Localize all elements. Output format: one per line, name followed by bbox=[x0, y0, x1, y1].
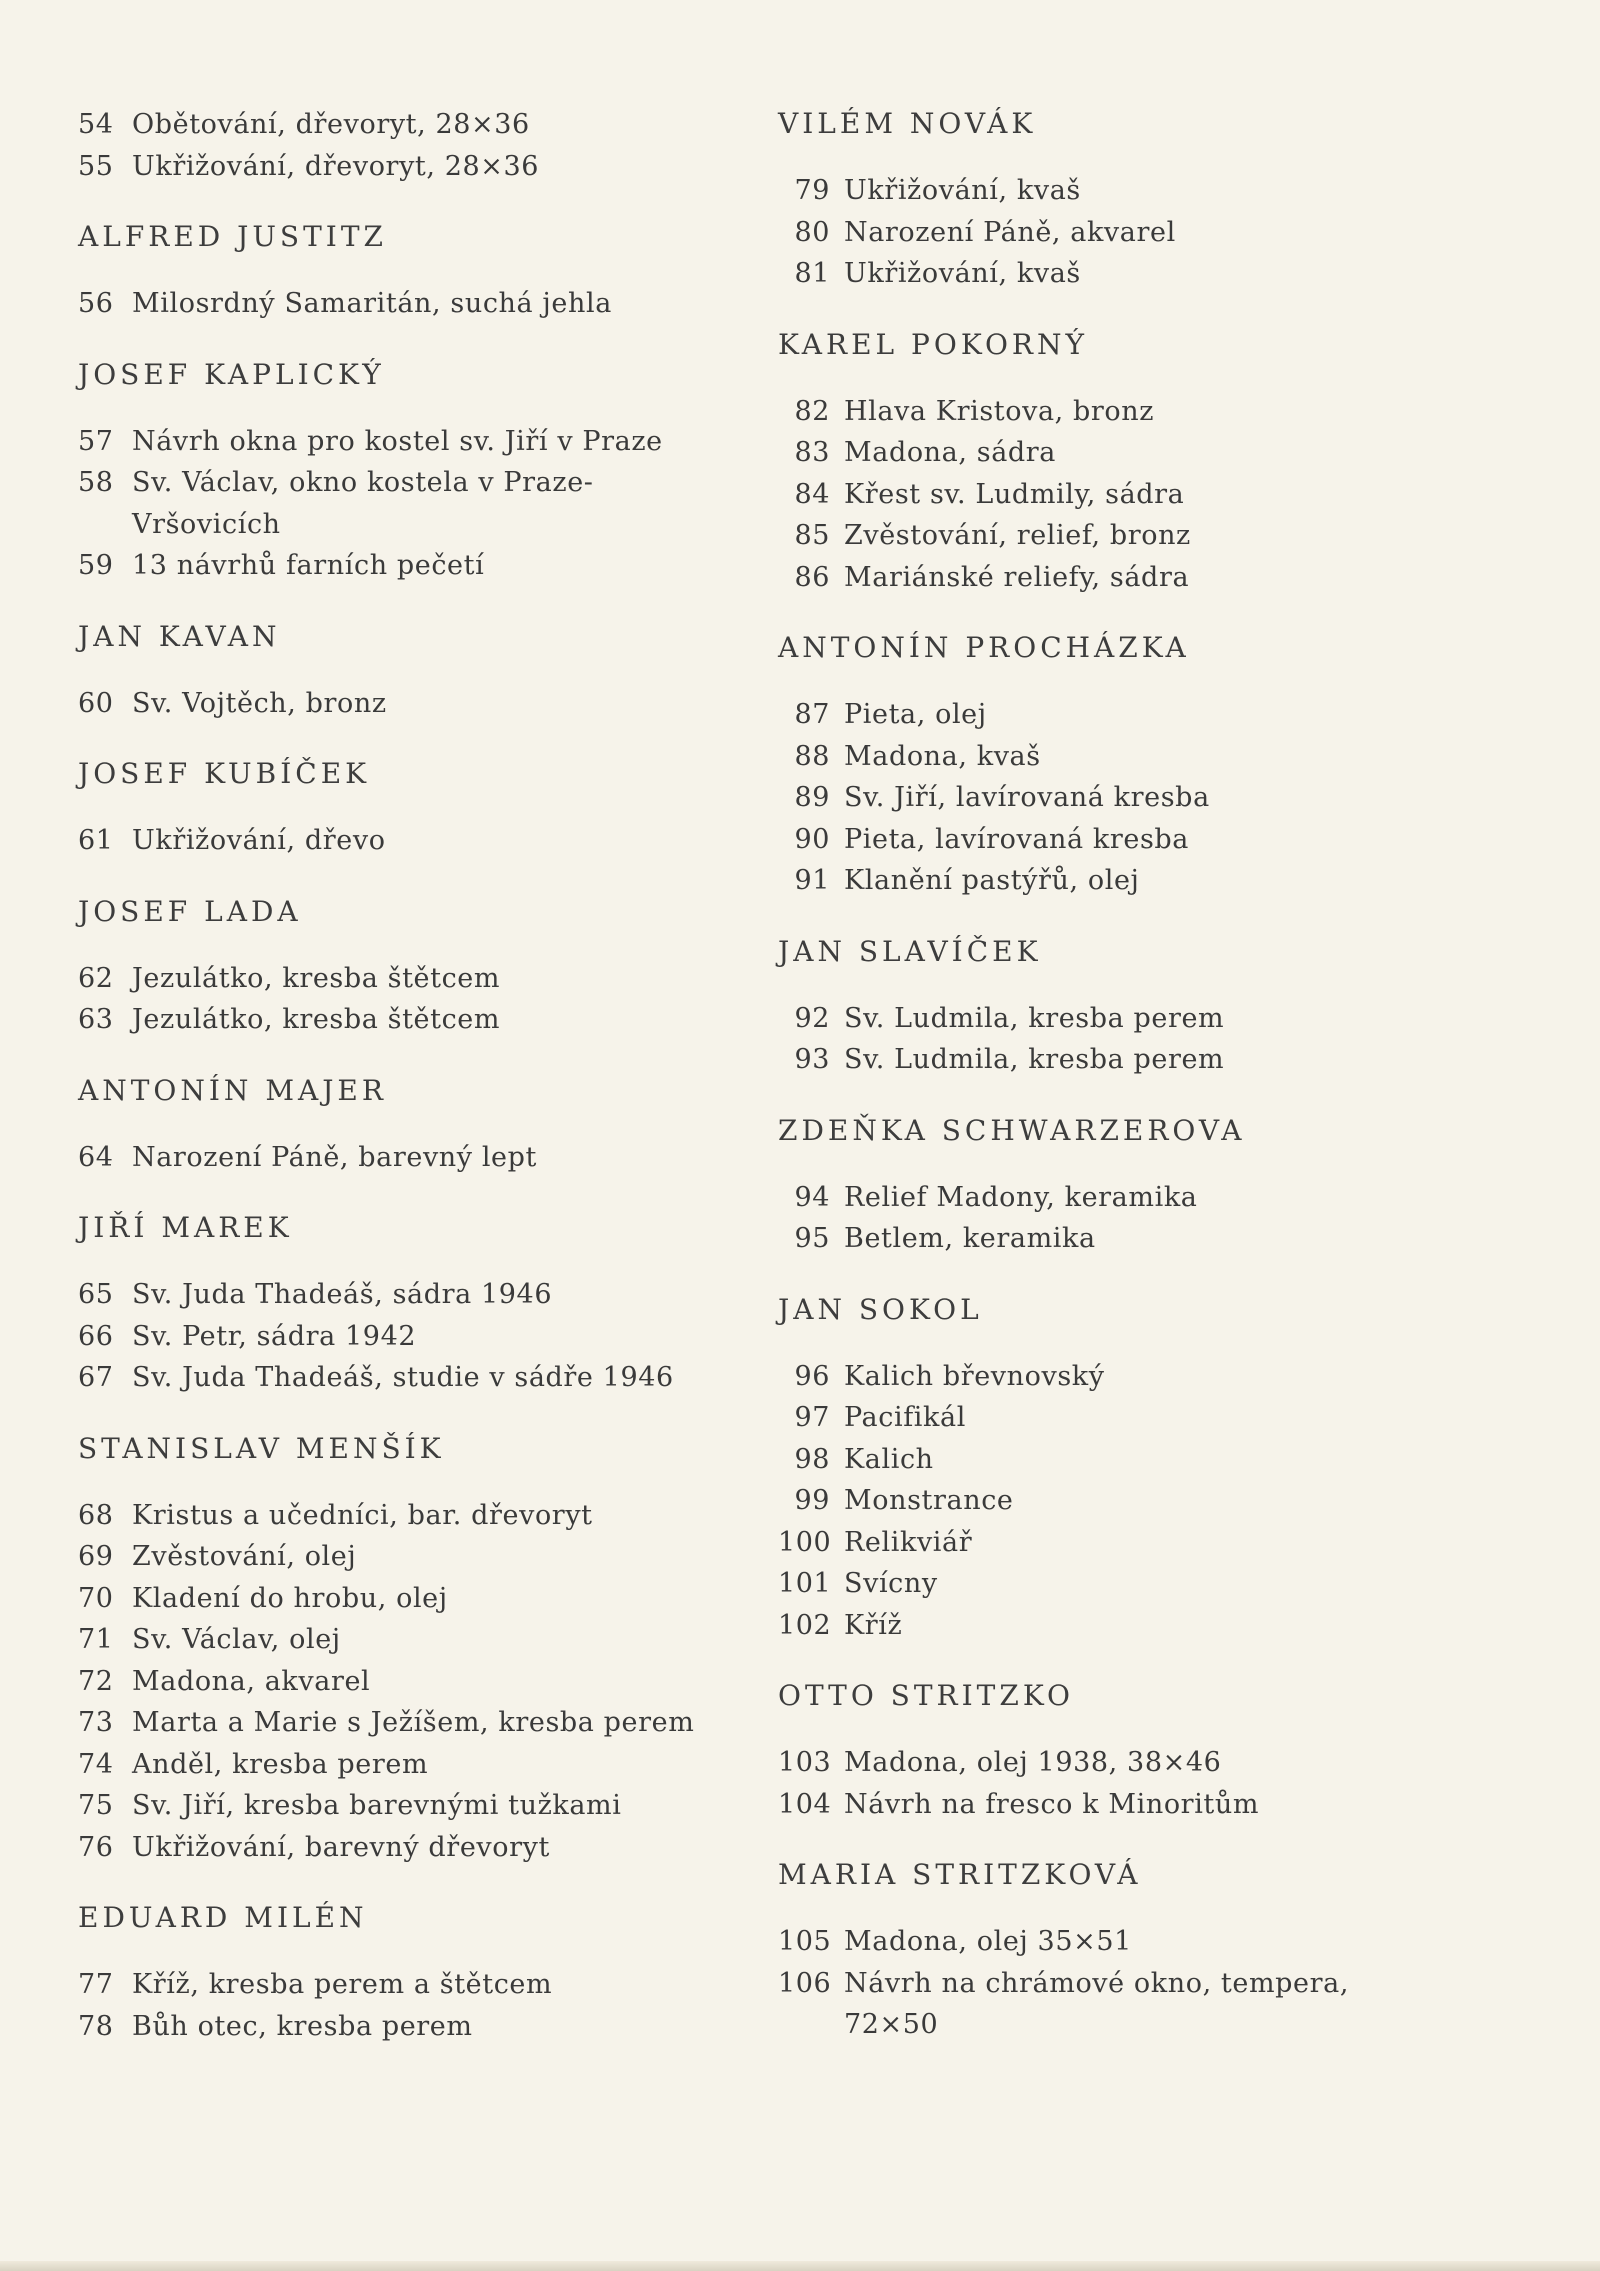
artwork-title: Jezulátko, kresba štětcem bbox=[132, 962, 501, 994]
artwork-title: Betlem, keramika bbox=[844, 1223, 1096, 1254]
artist-heading: KAREL POKORNÝ bbox=[778, 327, 1089, 361]
artwork-title: Pieta, lavírovaná kresba bbox=[844, 823, 1189, 855]
artwork-entry bbox=[778, 777, 1478, 819]
catalog-number: 62 bbox=[78, 962, 114, 994]
artwork-title: 13 návrhů farních pečetí bbox=[132, 550, 485, 581]
artwork-list bbox=[778, 391, 1478, 599]
artist-heading: JAN KAVAN bbox=[78, 619, 281, 653]
artist-heading: ANTONÍN MAJER bbox=[78, 1073, 387, 1107]
catalog-number bbox=[78, 504, 132, 546]
catalog-number: 93 bbox=[794, 1044, 830, 1075]
artist-heading: MARIA STRITZKOVÁ bbox=[778, 1858, 1142, 1891]
catalog-number: 68 bbox=[78, 1499, 114, 1531]
catalog-number: 70 bbox=[78, 1582, 114, 1614]
artwork-list bbox=[78, 104, 778, 187]
catalog-number: 86 bbox=[794, 561, 830, 593]
artwork-entry bbox=[78, 1578, 778, 1620]
catalog-number: 71 bbox=[78, 1624, 114, 1655]
artwork-list bbox=[78, 1495, 778, 1869]
artist-heading: STANISLAV MENŠÍK bbox=[78, 1431, 445, 1465]
artist-heading: JAN SLAVÍČEK bbox=[778, 934, 1042, 968]
artwork-title: Mariánské reliefy, sádra bbox=[844, 561, 1190, 593]
artwork-list bbox=[778, 1742, 1478, 1825]
artwork-title: Návrh okna pro kostel sv. Jiří v Praze bbox=[132, 425, 663, 457]
artwork-entry bbox=[778, 515, 1478, 557]
artwork-title: Bůh otec, kresba perem bbox=[132, 2010, 473, 2042]
artist-section-eduard-milen bbox=[78, 1898, 778, 2047]
artist-section-antonin-majer bbox=[78, 1071, 778, 1179]
artwork-title: Madona, olej 35×51 bbox=[844, 1926, 1132, 1957]
artwork-entry bbox=[778, 1963, 1478, 2005]
artist-heading: ALFRED JUSTITZ bbox=[78, 220, 387, 253]
catalog-number: 97 bbox=[794, 1402, 830, 1433]
artwork-title: Návrh na fresco k Minoritům bbox=[844, 1788, 1260, 1820]
artwork-entry bbox=[78, 1661, 778, 1703]
artwork-entry bbox=[778, 1480, 1478, 1522]
artwork-entry bbox=[778, 1177, 1478, 1219]
artwork-entry bbox=[78, 820, 778, 862]
artwork-entry bbox=[78, 1137, 778, 1179]
artwork-title: Madona, olej 1938, 38×46 bbox=[844, 1747, 1222, 1778]
artwork-entry bbox=[778, 253, 1478, 295]
artist-section-otto-stritzko bbox=[778, 1676, 1478, 1825]
artwork-entry bbox=[78, 1274, 778, 1316]
artist-heading: EDUARD MILÉN bbox=[78, 1901, 368, 1934]
artwork-title: Sv. Juda Thadeáš, sádra 1946 bbox=[132, 1279, 553, 1310]
catalog-number: 69 bbox=[78, 1541, 114, 1572]
artist-section-josef-kubicek bbox=[78, 754, 778, 862]
catalog-number: 91 bbox=[794, 865, 830, 896]
catalog-number: 81 bbox=[794, 258, 830, 289]
artwork-entry bbox=[778, 860, 1478, 902]
artwork-entry bbox=[78, 1357, 778, 1399]
artwork-entry bbox=[78, 2006, 778, 2048]
catalog-number: 64 bbox=[78, 1141, 114, 1173]
catalog-number: 101 bbox=[778, 1568, 832, 1599]
page-bottom-edge bbox=[0, 2261, 1600, 2271]
catalog-number: 78 bbox=[78, 2010, 114, 2042]
catalog-number bbox=[778, 2004, 844, 2046]
artwork-entry bbox=[78, 545, 778, 587]
catalog-number: 60 bbox=[78, 687, 114, 719]
artwork-entry bbox=[778, 1218, 1478, 1260]
artwork-title: Kříž, kresba perem a štětcem bbox=[132, 1969, 553, 2000]
artwork-entry bbox=[778, 1921, 1478, 1963]
catalog-number: 76 bbox=[78, 1831, 114, 1863]
artwork-entry bbox=[78, 1619, 778, 1661]
artwork-entry bbox=[78, 958, 778, 1000]
artwork-entry bbox=[78, 1785, 778, 1827]
artwork-entry bbox=[78, 1827, 778, 1869]
artwork-entry bbox=[778, 1439, 1478, 1481]
artist-section-karel-pokorny bbox=[778, 325, 1478, 599]
catalog-number: 84 bbox=[794, 478, 830, 510]
artwork-entry bbox=[78, 421, 778, 463]
artwork-title: Křest sv. Ludmily, sádra bbox=[844, 478, 1185, 510]
artwork-entry bbox=[78, 999, 778, 1041]
artwork-title: Sv. Ludmila, kresba perem bbox=[844, 1002, 1225, 1034]
artwork-title: Kladení do hrobu, olej bbox=[132, 1582, 448, 1614]
catalog-number: 56 bbox=[78, 288, 114, 319]
artist-section-jan-sokol bbox=[778, 1290, 1478, 1647]
artwork-entry bbox=[78, 104, 778, 146]
artwork-title: Návrh na chrámové okno, tempera, bbox=[844, 1967, 1350, 1999]
artwork-entry bbox=[778, 736, 1478, 778]
artwork-title: Ukřižování, barevný dřevoryt bbox=[132, 1831, 550, 1863]
catalog-number: 67 bbox=[78, 1362, 114, 1393]
artwork-title: Narození Páně, barevný lept bbox=[132, 1141, 537, 1173]
catalog-number: 75 bbox=[78, 1790, 114, 1821]
artwork-entry bbox=[778, 2004, 1478, 2046]
catalog-number: 100 bbox=[778, 1526, 832, 1558]
catalog-number: 95 bbox=[794, 1223, 830, 1254]
artwork-title: Vršovicích bbox=[132, 508, 281, 540]
artist-section-jan-slavicek bbox=[778, 932, 1478, 1081]
catalog-number: 58 bbox=[78, 467, 114, 498]
catalog-number: 99 bbox=[794, 1485, 830, 1516]
catalog-number: 89 bbox=[794, 782, 830, 813]
artwork-title: Sv. Petr, sádra 1942 bbox=[132, 1320, 417, 1352]
catalog-number: 80 bbox=[794, 216, 830, 248]
artist-heading: JOSEF LADA bbox=[78, 894, 302, 928]
artwork-title: Anděl, kresba perem bbox=[132, 1748, 429, 1780]
artist-heading: ANTONÍN PROCHÁZKA bbox=[778, 631, 1190, 664]
catalog-number: 79 bbox=[794, 175, 830, 206]
artwork-entry bbox=[778, 170, 1478, 212]
catalog-number: 74 bbox=[78, 1748, 114, 1780]
artwork-entry bbox=[778, 391, 1478, 433]
artwork-title: 72×50 bbox=[844, 2009, 939, 2040]
catalog-number: 83 bbox=[794, 437, 830, 468]
artwork-title: Kristus a učedníci, bar. dřevoryt bbox=[132, 1499, 593, 1531]
artwork-entry bbox=[78, 462, 778, 504]
catalog-number: 92 bbox=[794, 1002, 830, 1034]
artwork-entry bbox=[78, 1744, 778, 1786]
artwork-title: Relikviář bbox=[844, 1526, 973, 1558]
catalog-number: 82 bbox=[794, 395, 830, 427]
artwork-title: Madona, sádra bbox=[844, 437, 1056, 468]
artwork-title: Kalich břevnovský bbox=[844, 1360, 1105, 1392]
catalog-number: 73 bbox=[78, 1707, 114, 1738]
artist-section-maria-stritzkova bbox=[778, 1855, 1478, 2046]
catalog-number: 61 bbox=[78, 825, 114, 856]
catalog-number: 102 bbox=[778, 1609, 832, 1641]
artist-heading: OTTO STRITZKO bbox=[778, 1679, 1074, 1712]
artist-section-jiri-marek bbox=[78, 1208, 778, 1399]
catalog-number: 106 bbox=[778, 1967, 832, 1999]
artwork-list bbox=[78, 283, 778, 325]
artwork-entry bbox=[778, 1356, 1478, 1398]
artwork-entry bbox=[78, 1702, 778, 1744]
artist-heading: JOSEF KUBÍČEK bbox=[78, 757, 371, 790]
catalog-number: 77 bbox=[78, 1969, 114, 2000]
artwork-entry bbox=[78, 504, 778, 546]
artwork-entry bbox=[778, 1563, 1478, 1605]
artwork-entry bbox=[778, 474, 1478, 516]
artwork-entry bbox=[778, 1742, 1478, 1784]
artwork-list bbox=[778, 170, 1478, 295]
artwork-entry bbox=[778, 432, 1478, 474]
catalog-number: 104 bbox=[778, 1788, 832, 1820]
artwork-title: Hlava Kristova, bronz bbox=[844, 395, 1155, 427]
artist-section-josef-lada bbox=[78, 892, 778, 1041]
artwork-list bbox=[78, 820, 778, 862]
artwork-title: Jezulátko, kresba štětcem bbox=[132, 1004, 501, 1035]
artwork-entry bbox=[78, 1316, 778, 1358]
artwork-list bbox=[778, 694, 1478, 902]
artist-section-alfred-justitz bbox=[78, 217, 778, 325]
artwork-entry bbox=[778, 998, 1478, 1040]
artwork-title: Svícny bbox=[844, 1568, 938, 1599]
artist-section-stanislav-mensik bbox=[78, 1429, 778, 1869]
artwork-title: Obětování, dřevoryt, 28×36 bbox=[132, 109, 530, 140]
artwork-title: Sv. Václav, okno kostela v Praze- bbox=[132, 467, 594, 498]
catalog-number: 87 bbox=[794, 699, 830, 730]
artwork-list bbox=[78, 1274, 778, 1399]
artwork-entry bbox=[778, 819, 1478, 861]
catalog-number: 96 bbox=[794, 1360, 830, 1392]
artist-section-continued bbox=[78, 104, 778, 187]
catalog-number: 90 bbox=[794, 823, 830, 855]
artwork-entry bbox=[78, 146, 778, 188]
artwork-title: Ukřižování, kvaš bbox=[844, 258, 1081, 289]
artwork-title: Zvěstování, relief, bronz bbox=[844, 520, 1191, 551]
artist-heading: ZDEŇKA SCHWARZEROVA bbox=[778, 1113, 1246, 1147]
artwork-entry bbox=[778, 557, 1478, 599]
artwork-title: Sv. Juda Thadeáš, studie v sádře 1946 bbox=[132, 1362, 674, 1393]
artwork-list bbox=[778, 1356, 1478, 1647]
catalog-number: 88 bbox=[794, 740, 830, 772]
artwork-title: Narození Páně, akvarel bbox=[844, 216, 1176, 248]
artwork-entry bbox=[78, 1536, 778, 1578]
artist-heading: JIŘÍ MAREK bbox=[78, 1211, 293, 1244]
artwork-title: Sv. Ludmila, kresba perem bbox=[844, 1044, 1225, 1075]
artwork-list bbox=[78, 1964, 778, 2047]
artwork-entry bbox=[78, 283, 778, 325]
artist-section-vilem-novak bbox=[778, 104, 1478, 295]
artist-heading: JAN SOKOL bbox=[778, 1292, 983, 1326]
artwork-title: Klanění pastýřů, olej bbox=[844, 865, 1140, 896]
artwork-title: Relief Madony, keramika bbox=[844, 1181, 1198, 1213]
artwork-list bbox=[778, 1177, 1478, 1260]
catalog-number: 85 bbox=[794, 520, 830, 551]
artist-heading: JOSEF KAPLICKÝ bbox=[78, 357, 385, 391]
artwork-title: Monstrance bbox=[844, 1485, 1014, 1516]
catalog-number: 55 bbox=[78, 150, 114, 182]
artwork-title: Ukřižování, dřevo bbox=[132, 825, 386, 856]
artwork-entry bbox=[778, 1039, 1478, 1081]
artwork-entry bbox=[778, 212, 1478, 254]
artwork-list bbox=[778, 1921, 1478, 2046]
artist-section-antonin-prochazka bbox=[778, 628, 1478, 902]
artist-section-zdenka-schwarzerova bbox=[778, 1111, 1478, 1260]
catalog-number: 59 bbox=[78, 550, 114, 581]
catalog-number: 94 bbox=[794, 1181, 830, 1213]
artwork-title: Marta a Marie s Ježíšem, kresba perem bbox=[132, 1707, 695, 1738]
artwork-title: Kříž bbox=[844, 1609, 903, 1641]
artwork-title: Sv. Vojtěch, bronz bbox=[132, 687, 387, 719]
catalog-number: 65 bbox=[78, 1279, 114, 1310]
catalog-number: 72 bbox=[78, 1665, 114, 1697]
left-column bbox=[78, 104, 778, 2077]
artwork-list bbox=[778, 998, 1478, 1081]
catalog-number: 63 bbox=[78, 1004, 114, 1035]
artwork-list bbox=[78, 683, 778, 725]
artwork-title: Madona, kvaš bbox=[844, 740, 1041, 772]
artwork-list bbox=[78, 421, 778, 587]
catalog-number: 54 bbox=[78, 109, 114, 140]
artwork-entry bbox=[778, 1522, 1478, 1564]
artwork-title: Ukřižování, dřevoryt, 28×36 bbox=[132, 150, 540, 182]
artwork-title: Pieta, olej bbox=[844, 699, 987, 730]
artist-section-jan-kavan bbox=[78, 617, 778, 725]
artwork-title: Sv. Václav, olej bbox=[132, 1624, 341, 1655]
artist-section-josef-kaplicky bbox=[78, 355, 778, 587]
artwork-entry bbox=[778, 1605, 1478, 1647]
right-column bbox=[778, 104, 1478, 2076]
artwork-list bbox=[78, 1137, 778, 1179]
artwork-title: Sv. Jiří, lavírovaná kresba bbox=[844, 782, 1210, 813]
catalog-number: 66 bbox=[78, 1320, 114, 1352]
artwork-entry bbox=[778, 1784, 1478, 1826]
artwork-entry bbox=[778, 1397, 1478, 1439]
artwork-entry bbox=[78, 1964, 778, 2006]
artwork-title: Zvěstování, olej bbox=[132, 1541, 357, 1572]
artwork-entry bbox=[78, 1495, 778, 1537]
artwork-title: Sv. Jiří, kresba barevnými tužkami bbox=[132, 1790, 622, 1821]
catalog-number: 98 bbox=[794, 1443, 830, 1475]
catalog-number: 57 bbox=[78, 425, 114, 457]
artwork-title: Kalich bbox=[844, 1443, 934, 1475]
artwork-entry bbox=[78, 683, 778, 725]
artwork-title: Ukřižování, kvaš bbox=[844, 175, 1081, 206]
artwork-list bbox=[78, 958, 778, 1041]
artwork-title: Madona, akvarel bbox=[132, 1665, 371, 1697]
catalog-number: 105 bbox=[778, 1926, 832, 1957]
artwork-title: Milosrdný Samaritán, suchá jehla bbox=[132, 288, 612, 319]
artwork-title: Pacifikál bbox=[844, 1402, 966, 1433]
artwork-entry bbox=[778, 694, 1478, 736]
artist-heading: VILÉM NOVÁK bbox=[778, 107, 1037, 140]
catalog-number: 103 bbox=[778, 1747, 832, 1778]
